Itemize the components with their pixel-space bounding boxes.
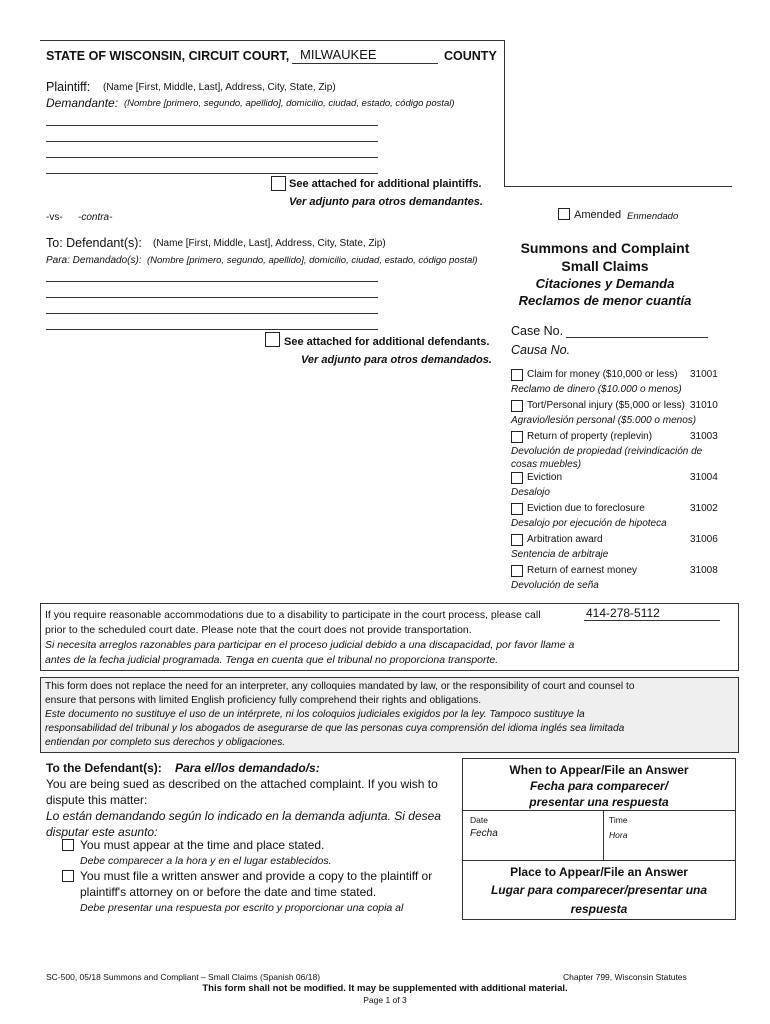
state-court-label: STATE OF WISCONSIN, CIRCUIT COURT,	[46, 49, 290, 63]
claim-type-label-es-cont: cosas muebles)	[511, 459, 582, 470]
defendant-label-es: Para: Demandado(s):	[46, 255, 142, 266]
claim-type-label-es: Devolución de seña	[511, 580, 599, 591]
to-defendant-text-3: Lo están demandando según lo indicado en la demanda adjunta. Si desea	[46, 809, 441, 823]
claim-type-label-es: Desalojo	[511, 487, 550, 498]
appear-in-person-label-es: Debe comparecer a la hora y en el lugar establecidos.	[80, 855, 332, 867]
interpreter-text-4: responsabilidad del tribunal y los abogados de asegurarse de que las personas cuya comprensión del idioma inglés sea limitada	[45, 723, 625, 734]
claim-type-code: 31006	[690, 534, 718, 545]
form-subtitle: Small Claims	[561, 258, 649, 274]
form-id: SC-500, 05/18 Summons and Compliant – Small Claims (Spanish 06/18)	[46, 972, 321, 982]
modification-notice: This form shall not be modified. It may be supplemented with additional material.	[202, 983, 568, 994]
interpreter-text-1: This form does not replace the need for an interpreter, any colloquies mandated by law, or the responsibility of court and counsel to	[45, 681, 635, 692]
claim-type-label: Tort/Personal injury ($5,000 or less)	[527, 400, 685, 411]
to-defendant-heading: To the Defendant(s):	[46, 761, 162, 775]
interpreter-text-3: Este documento no sustituye el uso de un intérprete, ni los coloquios judiciales exigidos por la ley. Tampoco sustituye la	[45, 709, 585, 720]
when-to-appear-title-es-2: presentar una respuesta	[529, 795, 669, 809]
when-to-appear-title: When to Appear/File an Answer	[509, 763, 689, 777]
case-number-label-es: Causa No.	[511, 343, 571, 357]
claim-type-label-es: Desalojo por ejecución de hipoteca	[511, 518, 667, 529]
date-label-es: Fecha	[470, 828, 498, 839]
interpreter-text-5: entiendan por completo sus derechos y obligaciones.	[45, 737, 286, 748]
interpreter-text-2: ensure that persons with limited English proficiency fully comprehend their rights and obligations.	[45, 695, 482, 706]
plaintiff-line-2[interactable]	[46, 141, 378, 142]
additional-defendants-label: See attached for additional defendants.	[284, 336, 490, 348]
file-written-answer-label-es: Debe presentar una respuesta por escrito y proporcionar una copia al	[80, 902, 404, 914]
accommodations-text-3: Si necesita arreglos razonables para participar en el proceso judicial debido a una discapacidad, por favor llame a	[45, 639, 575, 651]
file-written-answer-checkbox[interactable]	[62, 870, 74, 882]
statute-reference: Chapter 799, Wisconsin Statutes	[563, 972, 687, 982]
date-time-divider	[603, 810, 604, 860]
claim-type-checkbox[interactable]	[511, 400, 523, 412]
defendant-label: To: Defendant(s):	[46, 236, 142, 250]
claim-type-code: 31008	[690, 565, 718, 576]
case-number-label: Case No.	[511, 324, 564, 338]
county-label: COUNTY	[444, 49, 497, 63]
claim-type-label: Return of property (replevin)	[527, 431, 653, 442]
additional-plaintiffs-checkbox[interactable]	[271, 176, 286, 191]
place-to-appear-title-es-2: respuesta	[570, 902, 628, 916]
to-defendant-text-1: You are being sued as described on the attached complaint. If you wish to	[46, 777, 438, 791]
claim-type-checkbox[interactable]	[511, 534, 523, 546]
amended-checkbox[interactable]	[558, 208, 570, 220]
accommodations-phone-line	[584, 620, 720, 621]
form-title-es: Citaciones y Demanda	[535, 276, 675, 291]
claim-type-label: Return of earnest money	[527, 565, 638, 576]
defendant-hint: (Name [First, Middle, Last], Address, City, State, Zip)	[153, 238, 386, 249]
claim-type-code: 31004	[690, 472, 718, 483]
defendant-line-4[interactable]	[46, 329, 378, 330]
plaintiff-line-4[interactable]	[46, 173, 378, 174]
claim-type-label: Arbitration award	[527, 534, 603, 545]
claim-type-checkbox[interactable]	[511, 431, 523, 443]
additional-plaintiffs-label-es: Ver adjunto para otros demandantes.	[289, 196, 483, 208]
claim-type-label: Eviction due to foreclosure	[527, 503, 645, 514]
amended-label-es: Enmendado	[627, 211, 679, 222]
additional-plaintiffs-label: See attached for additional plaintiffs.	[289, 178, 482, 190]
when-to-appear-title-es-1: Fecha para comparecer/	[529, 779, 669, 793]
page-number: Page 1 of 3	[363, 995, 407, 1005]
header-top-rule	[40, 40, 505, 41]
place-to-appear-title: Place to Appear/File an Answer	[510, 865, 688, 879]
county-field[interactable]: MILWAUKEE	[300, 47, 377, 62]
plaintiff-hint-es: (Nombre [primero, segundo, apellido], domicilio, ciudad, estado, código postal)	[124, 98, 455, 109]
claim-type-checkbox[interactable]	[511, 369, 523, 381]
time-label-es: Hora	[609, 830, 628, 840]
accommodations-text-1: If you require reasonable accommodations due to a disability to participate in the court process, please call	[45, 609, 541, 621]
defendant-hint-es: (Nombre [primero, segundo, apellido], domicilio, ciudad, estado, código postal)	[147, 255, 478, 266]
additional-defendants-label-es: Ver adjunto para otros demandados.	[301, 354, 492, 366]
claim-type-label-es: Sentencia de arbitraje	[511, 549, 609, 560]
amended-label: Amended	[574, 209, 622, 221]
defendant-line-2[interactable]	[46, 297, 378, 298]
when-box-divider-bottom	[462, 860, 736, 861]
vs-label-es: -contra-	[78, 212, 113, 223]
form-subtitle-es: Reclamos de menor cuantía	[518, 293, 692, 308]
claim-type-code: 31003	[690, 431, 718, 442]
time-label: Time	[609, 815, 628, 825]
claim-type-label: Eviction	[527, 472, 563, 483]
plaintiff-label-es: Demandante:	[46, 96, 119, 110]
county-underline	[292, 63, 438, 64]
defendant-line-1[interactable]	[46, 281, 378, 282]
claim-type-label-es: Reclamo de dinero ($10.000 o menos)	[511, 384, 682, 395]
claim-type-code: 31010	[690, 400, 718, 411]
date-label: Date	[470, 815, 488, 825]
claim-type-checkbox[interactable]	[511, 472, 523, 484]
claim-type-label-es: Agravio/lesión personal ($5.000 o menos)	[511, 415, 697, 426]
claim-type-code: 31001	[690, 369, 718, 380]
to-defendant-text-4: disputar este asunto:	[46, 825, 158, 839]
header-box-bottom	[504, 186, 732, 187]
form-title: Summons and Complaint	[520, 240, 690, 256]
file-written-answer-label-1: You must file a written answer and provide a copy to the plaintiff or	[80, 869, 433, 883]
when-box-divider-top	[462, 810, 736, 811]
claim-type-checkbox[interactable]	[511, 565, 523, 577]
plaintiff-hint: (Name [First, Middle, Last], Address, City, State, Zip)	[103, 82, 336, 93]
accommodations-text-2: prior to the scheduled court date. Please note that the court does not provide transportation.	[45, 624, 472, 636]
claim-type-code: 31002	[690, 503, 718, 514]
accommodations-phone[interactable]: 414-278-5112	[586, 606, 660, 620]
additional-defendants-checkbox[interactable]	[265, 332, 280, 347]
to-defendant-heading-es: Para el/los demandado/s:	[175, 761, 320, 775]
plaintiff-line-3[interactable]	[46, 157, 378, 158]
case-number-field[interactable]	[566, 337, 708, 338]
appear-in-person-checkbox[interactable]	[62, 839, 74, 851]
vs-label: -vs-	[46, 212, 63, 223]
plaintiff-line-1[interactable]	[46, 125, 378, 126]
header-divider	[504, 40, 505, 186]
accommodations-text-4: antes de la fecha judicial programada. Tenga en cuenta que el tribunal no proporciona transporte.	[45, 654, 499, 666]
claim-type-label-es: Devolución de propiedad (reivindicación de	[511, 446, 703, 457]
claim-type-label: Claim for money ($10,000 or less)	[527, 369, 678, 380]
defendant-line-3[interactable]	[46, 313, 378, 314]
plaintiff-label: Plaintiff:	[46, 80, 91, 94]
claim-type-checkbox[interactable]	[511, 503, 523, 515]
to-defendant-text-2: dispute this matter:	[46, 793, 148, 807]
place-to-appear-title-es-1: Lugar para comparecer/presentar una	[490, 883, 708, 897]
file-written-answer-label-2: plaintiff's attorney on or before the date and time stated.	[80, 885, 377, 899]
appear-in-person-label: You must appear at the time and place stated.	[80, 838, 325, 852]
